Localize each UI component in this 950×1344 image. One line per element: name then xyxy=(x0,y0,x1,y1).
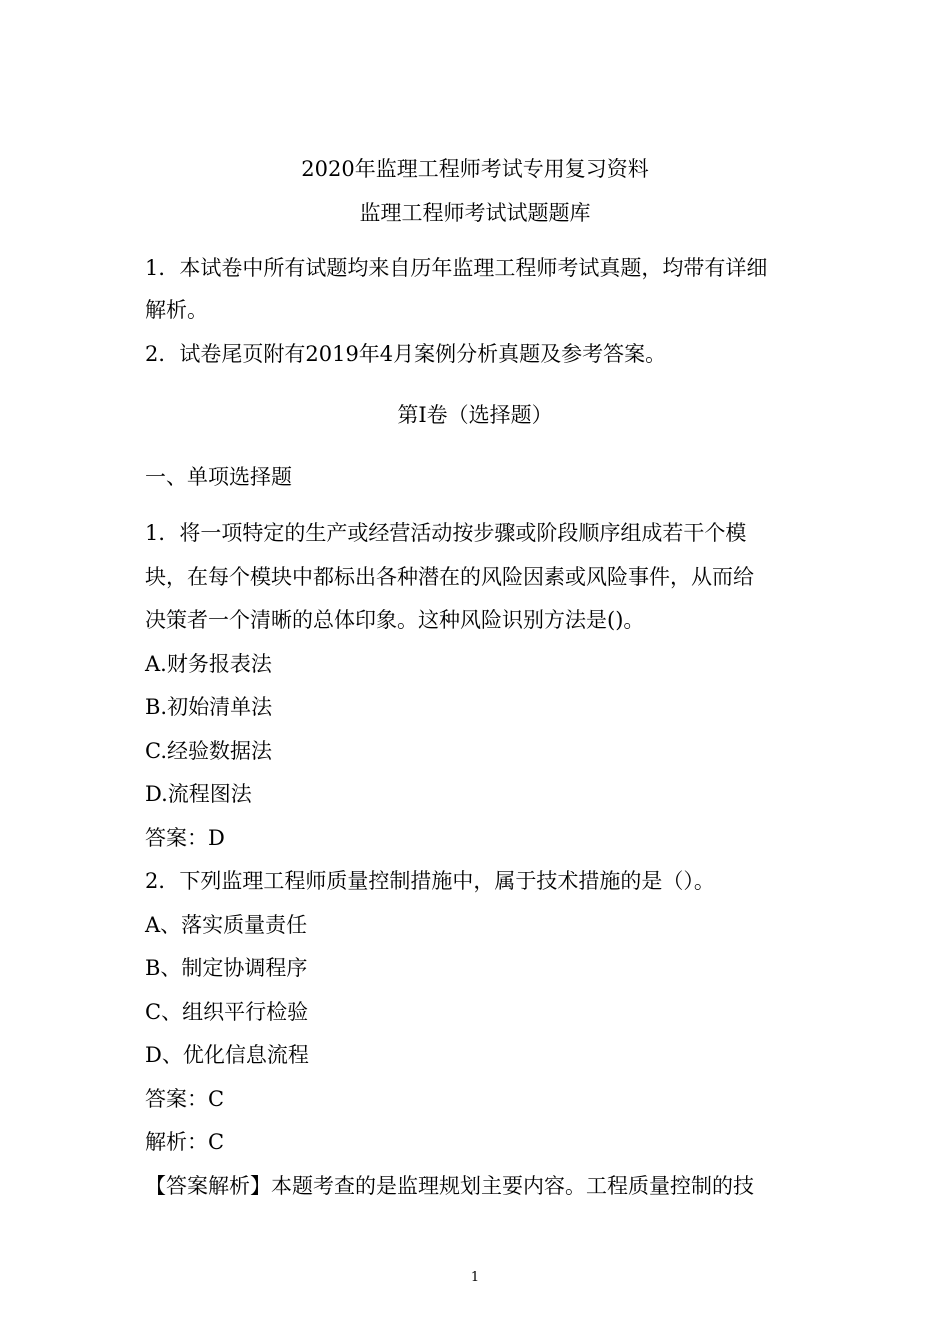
page-number: 1 xyxy=(470,1270,480,1285)
question-1-stem-line-2: 块，在每个模块中都标出各种潜在的风险因素或风险事件，从而给 xyxy=(145,565,754,589)
question-1-option-b: B.初始清单法 xyxy=(145,695,273,719)
question-1-stem-line-1: 1．将一项特定的生产或经营活动按步骤或阶段顺序组成若干个模 xyxy=(145,521,747,545)
question-2-analysis: 解析：C xyxy=(145,1130,225,1154)
question-2-answer: 答案：C xyxy=(145,1087,225,1111)
volume-title: 第Ⅰ卷（选择题） xyxy=(397,403,553,427)
question-1-option-c: C.经验数据法 xyxy=(145,739,272,763)
note-line-2: 解析。 xyxy=(145,298,208,322)
question-1-option-d: D.流程图法 xyxy=(145,782,252,806)
question-1-option-a: A.财务报表法 xyxy=(145,652,272,676)
document-subtitle: 监理工程师考试试题题库 xyxy=(359,201,591,225)
question-1-answer: 答案：D xyxy=(145,826,225,850)
section-title: 一、单项选择题 xyxy=(145,465,292,489)
question-2-option-c: C、组织平行检验 xyxy=(145,1000,309,1024)
question-2-explanation: 【答案解析】本题考查的是监理规划主要内容。工程质量控制的技 xyxy=(145,1174,754,1198)
document-title: 2020年监理工程师考试专用复习资料 xyxy=(301,157,649,181)
note-line-1: 1．本试卷中所有试题均来自历年监理工程师考试真题，均带有详细 xyxy=(145,256,768,280)
question-2-stem: 2．下列监理工程师质量控制措施中，属于技术措施的是（）。 xyxy=(145,869,715,893)
question-2-option-a: A、落实质量责任 xyxy=(145,913,308,937)
note-line-3: 2．试卷尾页附有2019年4月案例分析真题及参考答案。 xyxy=(145,342,667,366)
question-2-option-d: D、优化信息流程 xyxy=(145,1043,309,1067)
question-1-stem-line-3: 决策者一个清晰的总体印象。这种风险识别方法是()。 xyxy=(145,608,645,632)
question-2-option-b: B、制定协调程序 xyxy=(145,956,308,980)
